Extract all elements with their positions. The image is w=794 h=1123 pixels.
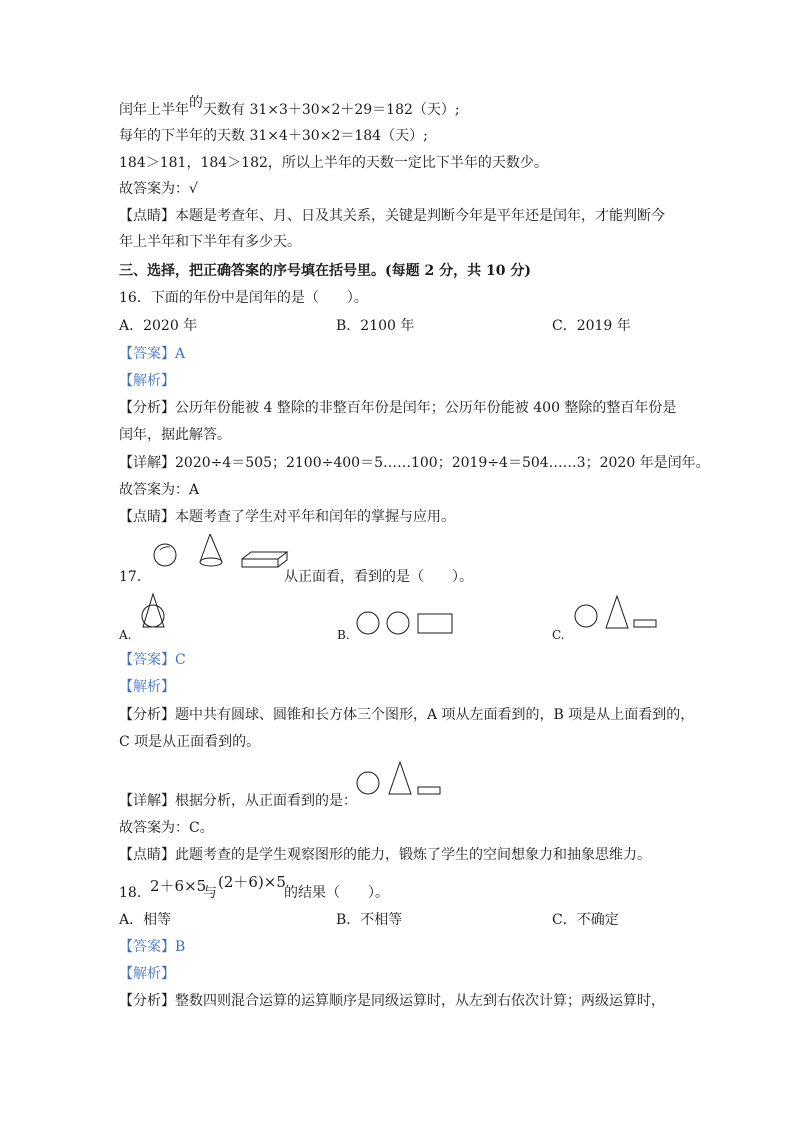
text-line <box>119 95 460 119</box>
q16-detail: 【详解】2020÷4＝505；2100÷400＝5……100；2019÷4＝504……3；2020 年是闰年。 <box>119 455 710 471</box>
text-segment: 天数有 31×3＋30×2＋29＝182（天）; <box>203 102 460 118</box>
q17-option-a-figure <box>140 592 170 630</box>
q17-solids-figure <box>148 532 288 572</box>
q18-option-b: B．不相等 <box>336 912 403 928</box>
text-line: 故答案为：√ <box>119 181 198 197</box>
text-line: 年上半年和下半年有多少天。 <box>119 234 301 250</box>
q18-analysis-line: 【分析】整数四则混合运算的运算顺序是同级运算时，从左到右依次计算；两级运算时， <box>119 993 665 1009</box>
q16-option-b: B．2100 年 <box>336 318 415 334</box>
text-line: 【点睛】本题是考查年、月、日及其关系，关键是判断今年是平年还是闰年，才能判断今 <box>119 208 665 224</box>
q18-stem: 的结果（ ）。 <box>284 885 389 901</box>
q17-stem: 从正面看，看到的是（ ）。 <box>284 569 473 585</box>
q18-expression-2: (2＋6)×5 <box>218 873 286 891</box>
q17-conclusion: 故答案为：C。 <box>119 820 214 836</box>
q17-answer-label: 【答案】C <box>119 652 186 668</box>
q17-option-a: A. <box>119 628 132 642</box>
q17-detail: 【详解】根据分析，从正面看到的是： <box>119 793 357 809</box>
q16-analysis-line: 闰年，据此解答。 <box>119 427 231 443</box>
q18-analysis-label: 【解析】 <box>119 966 175 982</box>
q17-detail-figure <box>356 760 446 796</box>
text-segment: 闰年上半年 <box>119 102 189 118</box>
sphere-highlight <box>160 547 170 550</box>
q18-answer-label: 【答案】B <box>119 939 186 955</box>
q16-option-c: C．2019 年 <box>552 318 631 334</box>
q17-comment: 【点睛】此题考查的是学生观察图形的能力，锻炼了学生的空间想象力和抽象思维力。 <box>119 847 651 863</box>
text-line: 184＞181，184＞182，所以上半年的天数一定比下半年的天数少。 <box>119 155 548 171</box>
q18-option-c: C．不确定 <box>552 912 619 928</box>
q17-analysis-line: C 项是从正面看到的。 <box>119 734 261 750</box>
q16-analysis-label: 【解析】 <box>119 373 175 389</box>
q18-number: 18. <box>119 885 142 901</box>
q16-comment: 【点睛】本题考查了学生对平年和闰年的掌握与应用。 <box>119 509 455 525</box>
q16-answer-label: 【答案】A <box>119 346 186 362</box>
question-16-stem: 16．下面的年份中是闰年的是（ ）。 <box>119 290 368 306</box>
text-superscript: 的 <box>189 95 203 111</box>
q16-analysis-line: 【分析】公历年份能被 4 整除的非整百年份是闰年；公历年份能被 400 整除的整百年份是 <box>119 400 677 416</box>
q16-conclusion: 故答案为：A <box>119 482 200 498</box>
q17-option-c: C. <box>552 628 565 642</box>
text-line: 每年的下半年的天数 31×4＋30×2＝184（天）; <box>119 128 428 144</box>
q17-option-b: B. <box>337 628 350 642</box>
q17-analysis-label: 【解析】 <box>119 679 175 695</box>
q17-analysis-line: 【分析】题中共有圆球、圆锥和长方体三个图形，A 项从左面看到的，B 项是从上面看到的， <box>119 707 695 723</box>
q17-option-c-figure <box>574 594 664 630</box>
q17-option-b-figure <box>356 610 456 636</box>
q18-expression-1: 2＋6×5 <box>150 877 207 895</box>
q16-option-a: A．2020 年 <box>119 318 198 334</box>
q18-option-a: A．相等 <box>119 912 172 928</box>
section-heading: 三、选择，把正确答案的序号填在括号里。(每题 2 分，共 10 分) <box>119 263 531 279</box>
q18-connector: 与 <box>203 885 217 901</box>
q17-number: 17. <box>119 569 142 585</box>
cuboid-shape <box>242 552 287 567</box>
cone-base <box>200 558 222 566</box>
